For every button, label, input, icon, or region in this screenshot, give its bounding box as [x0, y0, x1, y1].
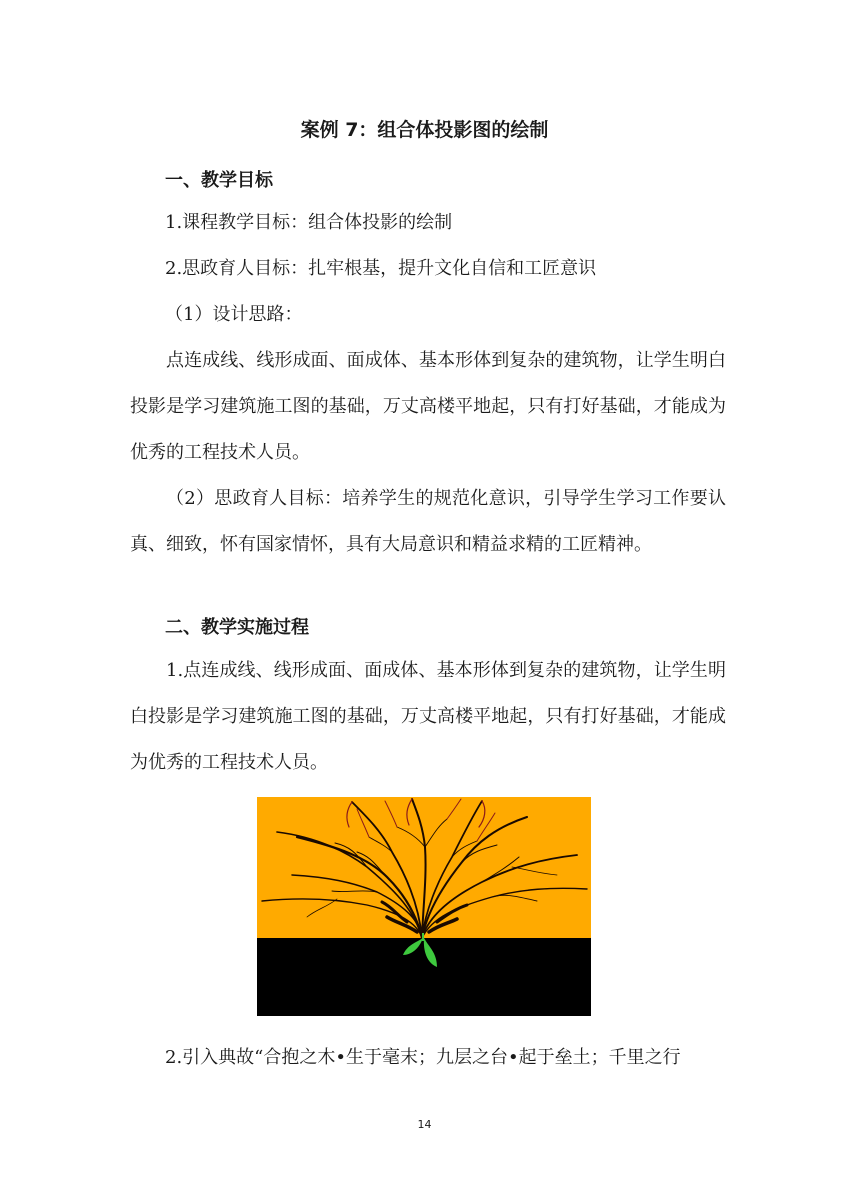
tree-roots-illustration	[257, 797, 591, 1016]
ideological-goal-paragraph: （2）思政育人目标：培养学生的规范化意识，引导学生学习工作要认真、细致，怀有国家情怀，具有大局意识和精益求精的工匠精神。	[130, 488, 726, 555]
objective-item-course: 1.课程教学目标：组合体投影的绘制	[165, 212, 453, 233]
section-heading-objectives: 一、教学目标	[165, 170, 273, 191]
page-title: 案例 7：组合体投影图的绘制	[300, 119, 549, 141]
process-item-foundation: 1.点连成线、线形成面、面成体、基本形体到复杂的建筑物，让学生明白投影是学习建筑施工图的基础，万丈高楼平地起，只有打好基础，才能成为优秀的工程技术人员。	[130, 660, 726, 773]
page-number: 14	[417, 1118, 432, 1131]
objective-item-ideological: 2.思政育人目标：扎牢根基，提升文化自信和工匠意识	[165, 258, 597, 279]
process-item-allusion: 2.引入典故“合抱之木•生于毫末；九层之台•起于垒土；千里之行	[165, 1047, 681, 1068]
ground-background	[257, 938, 591, 1016]
section-heading-process: 二、教学实施过程	[165, 617, 309, 638]
design-idea-paragraph: 点连成线、线形成面、面成体、基本形体到复杂的建筑物，让学生明白投影是学习建筑施工图的基础，万丈高楼平地起，只有打好基础，才能成为优秀的工程技术人员。	[130, 350, 726, 463]
design-idea-label: （1）设计思路：	[165, 304, 303, 325]
